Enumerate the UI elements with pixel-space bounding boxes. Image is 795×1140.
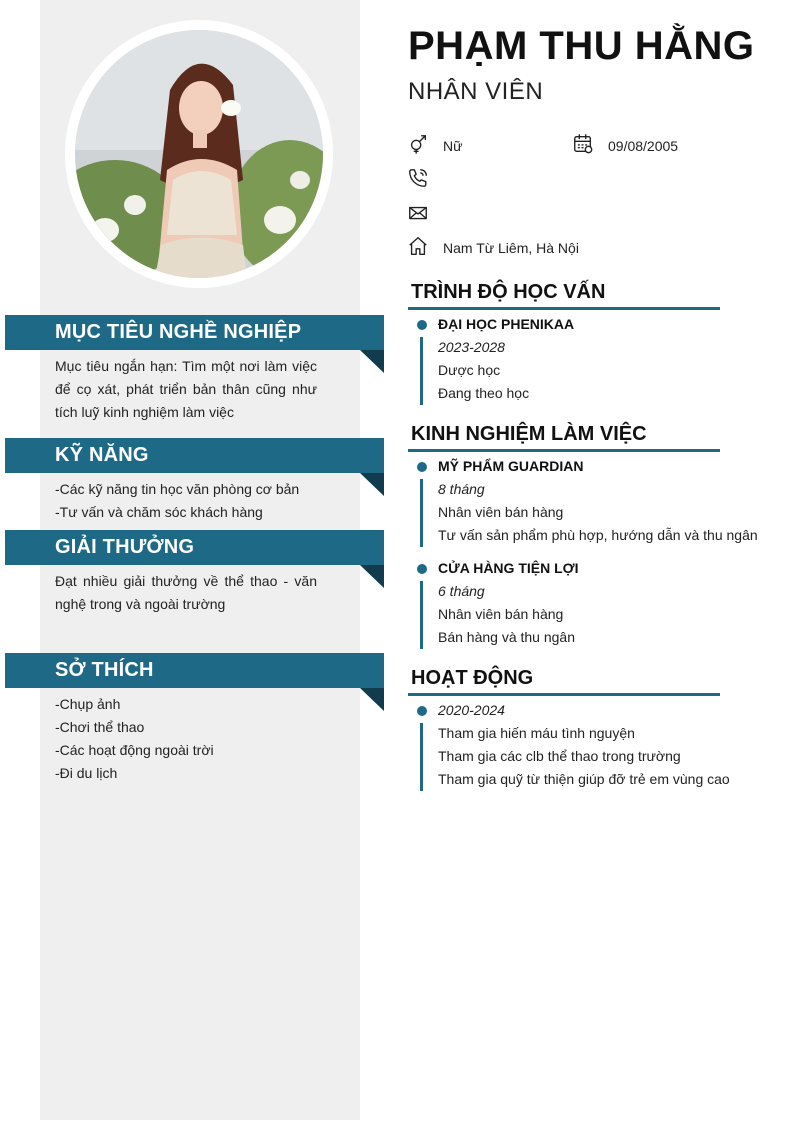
activity-entry xyxy=(438,699,730,791)
section-title-activities: HOẠT ĐỘNG xyxy=(411,667,534,689)
list-item: -Tư vấn và chăm sóc khách hàng xyxy=(55,504,263,520)
list-item: -Các kỹ năng tin học văn phòng cơ bản xyxy=(55,481,300,497)
section-header-hobbies xyxy=(5,653,384,688)
profile-photo-frame xyxy=(65,20,333,288)
list-item: -Các hoạt động ngoài trời xyxy=(55,742,214,758)
awards-text: Đạt nhiều giải thưởng về thể thao - văn nghệ trong và ngoài trường xyxy=(55,573,317,612)
section-underline xyxy=(408,307,720,310)
entry-org: ĐẠI HỌC PHENIKAA xyxy=(438,316,575,332)
entry-line: Bán hàng và thu ngân xyxy=(438,629,576,645)
entry-org: CỬA HÀNG TIỆN LỢI xyxy=(438,560,579,576)
list-item: -Chụp ảnh xyxy=(55,696,121,712)
section-title: GIẢI THƯỞNG xyxy=(55,536,195,558)
section-underline xyxy=(408,693,720,696)
timeline-dot xyxy=(417,706,427,716)
objective-text: Mục tiêu ngắn hạn: Tìm một nơi làm việc để cọ xát, phát triển bản thân cũng như tích luỹ kinh nghiệm làm việc xyxy=(55,358,317,420)
home-icon xyxy=(407,235,429,257)
timeline-bar xyxy=(420,723,423,791)
entry-period: 2020-2024 xyxy=(438,702,505,718)
entry-line: Tham gia hiến máu tình nguyện xyxy=(438,725,635,741)
entry-period: 6 tháng xyxy=(438,583,485,599)
section-underline xyxy=(408,449,720,452)
gender-icon xyxy=(407,133,429,155)
address-value: Nam Từ Liêm, Hà Nội xyxy=(443,240,579,256)
entry-line: Nhân viên bán hàng xyxy=(438,504,564,520)
ribbon-fold xyxy=(360,473,384,496)
section-header-awards xyxy=(5,530,384,565)
ribbon-fold xyxy=(360,350,384,373)
timeline-bar xyxy=(420,581,423,649)
entry-line: Dược học xyxy=(438,362,501,378)
timeline-bar xyxy=(420,337,423,405)
timeline-dot xyxy=(417,462,427,472)
candidate-role: NHÂN VIÊN xyxy=(408,78,544,105)
dob-value: 09/08/2005 xyxy=(608,138,679,154)
section-title-experience: KINH NGHIỆM LÀM VIỆC xyxy=(411,423,647,445)
experience-entry xyxy=(438,455,758,547)
list-item: -Đi du lịch xyxy=(55,765,118,781)
section-title-education: TRÌNH ĐỘ HỌC VẤN xyxy=(411,281,606,303)
entry-period: 2023-2028 xyxy=(438,339,505,355)
entry-line: Đang theo học xyxy=(438,385,530,401)
entry-line: Tư vấn sản phẩm phù hợp, hướng dẫn và thu ngân xyxy=(438,527,758,543)
section-title: SỞ THÍCH xyxy=(55,659,154,681)
timeline-dot xyxy=(417,320,427,330)
entry-line: Tham gia các clb thể thao trong trường xyxy=(438,748,681,764)
entry-org: MỸ PHẨM GUARDIAN xyxy=(438,458,584,474)
ribbon-fold xyxy=(360,565,384,588)
section-header-skills xyxy=(5,438,384,473)
experience-entry xyxy=(438,557,578,649)
timeline-bar xyxy=(420,479,423,547)
list-item: -Chơi thể thao xyxy=(55,719,145,735)
education-entry xyxy=(438,313,574,405)
section-title: MỤC TIÊU NGHỀ NGHIỆP xyxy=(55,321,302,343)
ribbon-fold xyxy=(360,688,384,711)
timeline-dot xyxy=(417,564,427,574)
hobbies-list xyxy=(55,693,317,785)
calendar-icon xyxy=(572,133,594,155)
gender-value: Nữ xyxy=(443,138,463,154)
section-title: KỸ NĂNG xyxy=(55,444,149,466)
candidate-name: PHẠM THU HẰNG xyxy=(408,24,755,68)
skills-list xyxy=(55,478,355,524)
phone-icon xyxy=(407,167,429,189)
entry-line: Nhân viên bán hàng xyxy=(438,606,564,622)
entry-line: Tham gia quỹ từ thiện giúp đỡ trẻ em vùng cao xyxy=(438,771,730,787)
mail-icon xyxy=(407,202,429,224)
section-header-objective xyxy=(5,315,384,350)
profile-photo xyxy=(75,30,323,278)
entry-period: 8 tháng xyxy=(438,481,485,497)
